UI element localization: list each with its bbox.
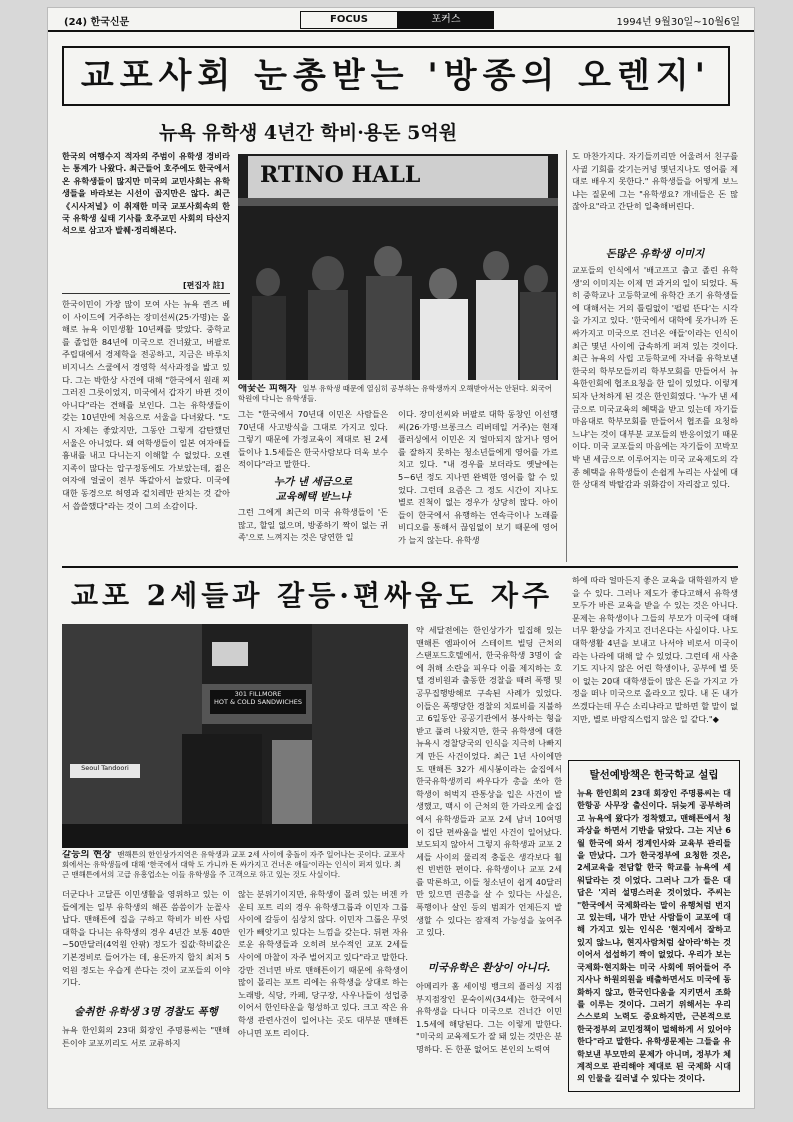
page-number: (24) 한국신문	[64, 17, 130, 28]
street-photo-graphic	[62, 624, 408, 848]
section-heading-fantasy: 미국유학은 환상이 아니다.	[427, 962, 551, 974]
section-heading-police: 술취한 유학생 3명 경찰도 폭행	[74, 1006, 218, 1018]
section-label: FOCUS	[300, 11, 398, 29]
article2-body-col-mid: 약 세달전에는 한인상가가 밀집해 있는 맨해튼 엠파이어 스테이트 빌딩 근처의 스탠포드호텔에서, 한국유학생 3명이 술에 취해 소란을 피우다 이를 제지하는 호텔 경비원과 출동한 경찰을 때려 폭행 및 공무집행방해로 구속된 사례가 있었다. 이들은 폭행당한 경찰의 치료비를 지불하고 6일동안 공공기관에서 봉사하는 형을 받고 풀려 나왔지만, 한국 유학생에 대한 뉴욕시 경찰당국의 인식을 지극히 나빠지게 만든 사건이었다. 최근 1년 사이에만도 맨해튼 32가 세시봉이라는 술집에서 한국유학생끼리 싸우다가 총을 쏘아 한 학생이 허벅지 관통상을 입은 사건이 발생했고, 맥시 이 근처의 한 가라오케 술집에서 유학생들과 교포 2세 남녀 10여명이 집단 편싸움을 벌인 사건이 일어났다. 보도되지 않아서 그렇지 유학생과 교포 2세들 사이의 물리적 충돌은 생각보다 훨씬 빈번한 편이다. 유학생이나 교포 2세를 막론하고, 이들 청소년이 쉽게 40달러만 있으면 권총을 살 수 있다는 사실은, 폭행이나 살인 등의 범죄가 언제든지 발생할 수 있다는 잠재적 가능성을 높여주고 있다.	[416, 625, 562, 938]
sidebar-box	[568, 760, 740, 1092]
article-separator	[62, 566, 738, 568]
second-headline: 교포 2세들과 갈등·편싸움도 자주	[70, 579, 554, 612]
section-heading-tax	[238, 474, 388, 504]
article2-body-col-mid2: 아메리카 홈 세이빙 뱅크의 플러싱 지점 부지점장인 문숙이씨(34세)는 한국에서 유학생을 다니다 미국으로 건너간 이민 1.5세에 해당된다. 그는 이렇게 말한다. "미국의 교육제도가 잘 돼 있는 것만은 분명하다. 돈 한푼 없어도 본인의 노력여	[416, 981, 562, 1054]
caption-text: 일부 유학생 때문에 열심히 공부하는 유학생까지 오해받아서는 안된다. 외국어학원에 다니는 유학생들.	[238, 384, 552, 403]
issue-date: 1994년 9월30일~10월6일	[616, 17, 740, 28]
restaurant-sign: Seoul Tandoori	[70, 764, 140, 778]
deli-sign-line2: HOT & COLD SANDWICHES	[213, 698, 303, 706]
deli-sign	[210, 690, 306, 714]
article2-body-col-a2: 뉴욕 한인회의 23대 회장인 주명룡씨는 "맨해튼이야 교포끼리도 서로 교류하지	[62, 1025, 230, 1048]
caption-title-2: 갈등의 현장	[62, 850, 112, 860]
article-body-col2a: 그는 "한국에서 70년대 이민온 사람들은 70년대 사고방식을 그대로 가지고 있다. 그렇기 때문에 가정교육이 제대로 된 2세들이나 1.5세들은 한국사람보다 더욱 보수적이다"라고 말한다.	[238, 409, 388, 470]
photo-caption	[238, 384, 558, 406]
article-body-col4a: 도 마찬가지다. 자기들끼리만 어울려서 친구를 사귈 기회를 갖기는커녕 몇년지나도 영어를 제대로 배우지 못한다." 유학생들을 어떻게 보느냐는 질문에 그는 "유학생요? 개네들은 돈 많잖아요"라고 간단히 일축해버린다.	[572, 151, 738, 212]
section-heading-image: 돈많은 유학생 이미지	[605, 248, 705, 260]
hall-sign: RTINO HALL	[260, 162, 421, 188]
street-photo-caption	[62, 850, 408, 882]
article-body-col1: 한국이민이 가장 많이 모여 사는 뉴욕 퀸즈 베이 사이드에 거주하는 장미선씨(25·가명)는 올해로 뉴욕 이민생활 10년째를 맞았다. 중학교를 졸업한 84년에 미국으로 건너왔고, 버팔로 주립대에서 경제학을 전공하고, 지금은 바루치 비지니스 스쿨에서 경영학 석사과정을 밟고 있다. 그는 박한상 사건에 대해 "한국에서 원래 찌그러진 그릇이었지, 미국에서 갑자기 바뀐 것이 아니다"라는 견해를 보인다. 그는 유학생들이 갖는 10년만에 처음으로 서울을 다녀왔다. "도시 자체는 좋았지만, 그동안 그렇게 감탄했던 서울은 아니었다. 왜 여학생들이 일본 여자애들 흉내를 내고 다니는지 이해할 수 없었다. 오렌지족이 많다는 압구정동에도 가보았는데, 젊은 여자애 얼굴이 전부 똑같아서 놀랐다. 미국에 대한 동경으로 허영과 겉치레만 판치는 것 같아서 씁쓸했다"라는 것이 그의 소감이다.	[62, 299, 230, 511]
article-body-col2b: 그런 그에게 최근의 미국 유학생들이 '돈 많고, 할일 없으며, 방종하기 짝이 없는 귀족'으로 느껴지는 것은 당연한 일	[238, 507, 388, 543]
article-body-col3: 이다. 장미선씨와 버팔로 대학 동창인 이선행씨(26·가명·브롱크스 리버데일 거주)는 현재 플러싱에서 이민온 지 얼마되지 않거나 영어를 잘하지 못하는 청소년들에게 영어를 가르치고 있다. "내 경우를 보더라도 옛날에는 5~6년 정도 지나면 완벽한 영어를 할 수 있었다. 그런데 요즘은 그 정도 시간이 지나도 별로 진척이 없는 경우가 상당히 많다. 아이들이 한국에서 유행하는 연속극이나 노래를 비디오를 통해서 끊임없이 보기 때문에 영어가 늘지 않는다. 유학생	[398, 409, 558, 545]
street-photo	[62, 624, 408, 848]
editor-note: [편집자 註]	[183, 281, 225, 290]
section-heading-tax-line2: 교육혜택 받느냐	[275, 491, 351, 503]
sub-headline: 뉴욕 유학생 4년간 학비·용돈 5억원	[158, 122, 458, 144]
column-divider	[566, 150, 567, 562]
students-photo	[238, 154, 558, 380]
page-header	[48, 8, 754, 32]
sidebar-text: 뉴욕 한인회의 23대 회장인 주명룡씨는 대한항공 사무장 출신이다. 뒤늦게 공부하려고 뉴욕에 왔다가 정착했고, 맨해튼에서 청과상을 하면서 기반을 닦았다. 그는 지난 6월 한국에 와서 정계인사와 교육부 관리들을 만났다. 그가 한국정부에 요청한 것은, 2세교육을 전담할 한국 학교를 뉴욕에 세워달라는 것 이었다. 그러나 그가 들은 대답은 '지러 설명스러운 것이었다. 주씨는 "한국에서 국제화라는 말이 유행처럼 번지고 있는데, 내가 만난 사람들이 교포에 대해 가지고 있는 인식은 '현지에서 잘하고 있지 않느냐, 현지사람처럼 살아라'하는 것이어서 섭섭하기 짝이 없었다. 우리가 보는 국제화·현지화는 미국 사회에 뛰어들어 주지사나 하원의원을 배출하면서도 미국에 동화하지 않고, 한국인다움을 지키면서 조화를 이루는 것이다. 그러기 위해서는 우리 스스로의 노력도 중요하지만, 근본적으로 한국정부의 교민정책이 멀해하게 서 있어야 한다"라고 말한다. 유학생문제는 그들을 유학보낸 부모만의 문제가 아니며, 정부가 체계적으로 관리해야 제대로 된 국제화 시대의 인물을 길러낼 수 있다는 것이다.	[577, 788, 731, 1084]
article-lead: 한국의 여행수지 적자의 주범이 유학생 경비라는 통계가 나왔다. 최근들어 호주에도 한국에서 온 유학생들이 많지만 미국의 교민사회는 유학생들을 바라보는 시선이 곱지만은 않다. 최근 《시사저널》이 취재한 미국 교포사회속의 한국 유학생 실태 기사를 호주교민 사회의 타산지석으로 삼고자 발췌·정리해본다.	[62, 151, 230, 236]
caption-title: 애꿎은 피해자	[238, 384, 297, 394]
section-label-korean: 포커스	[398, 11, 494, 29]
section-heading-tax-line1: 누가 낸 세금으로	[273, 476, 353, 488]
sidebar-title: 탈선예방책은 한국학교 설립	[589, 769, 719, 781]
caption-text-2: 맨해튼의 한인상가지역은 유학생과 교포 2세 사이에 충돌이 자주 일어나는 곳이다. 교포사회에서는 유학생들에 대해 '한국에서 대학 도 가니까 돈 싸가지고 건너온 애들'이라는 인식이 퍼져 있다. 최근 맨해튼에서의 고급 유흥업소는 이들 유학생을 주 고객으로 하고 있는 것도 사실이다.	[62, 850, 405, 879]
article2-body-col-right: 하에 따라 얼마든지 좋은 교육을 대학원까지 받을 수 있다. 그러나 제도가 좋다고해서 유학생 모두가 바른 교육을 받을 수 있는 것은 아니다. 문제는 유학생이나 그들의 부모가 미국에 대해 너무 환상을 가지고 건너온다는 사실이다. 나도 대학생활 4년을 보내고 나서야 비로서 미국이라는 나라에 대해 알 수 있었다. 그런데 새 사춘기도 지나지 않은 어린 학생이나, 공부에 별 뜻이 없는 20대 대학생들이 많은 돈을 가지고 가정을 떠나 미국으로 올라오고 있다. 내 돈 내가 쓰겠다는데 무슨 소리냐라고 말하면 할 말이 없지만, 별로 바람직스럽지 않은 일 같다."◆	[572, 575, 738, 724]
main-headline: 교포사회 눈총받는 '방종의 오렌지'	[80, 56, 712, 96]
deli-sign-line1: 301 FILLMORE	[234, 690, 282, 698]
newspaper-page	[48, 8, 754, 1108]
article-body-col4b: 교포들의 인식에서 '배고프고 춥고 졸린 유학생'의 이미지는 이제 먼 과거의 일이 되었다. 특히 중학교나 고등학교에 유학간 조기 유학생들에 대해서는 거의 틀림없이 '펄펄 뜬다'는 시각을 가지고 있다. '한국에서 대학에 못가니까 돈 싸가지고 미국으로 건너온 애들'이라는 인식이 최근 몇년 사이에 급속하게 퍼져 있는 것이다. 최근 뉴욕의 사립 고등학교에 자녀를 유학보낸 한국의 학부모들끼리 학부모회를 만들어서 뉴욕한인회에 협조요청을 한 일이 있었다. 이렇게 되자 난처하게 된 것은 한인회였다. '누가 낸 세금으로 미국교육의 혜택을 받고 있는데 자기들 마음대로 학부모회를 만들어서 협조를 요청하느냐'는 것이 대부분 교포들의 반응이었기 때문이다. 미국 교포들의 마음에는 자기들이 꼬박꼬박 낸 세금으로 이루어지는 미국 교육제도의 각종 혜택을 유학생들이 손쉽게 누리는 사실에 대한 상대적 박탈감과 위화감이 자리잡고 있다.	[572, 265, 738, 490]
headline-box	[62, 46, 730, 106]
divider	[62, 293, 230, 294]
article2-body-col-a: 더군다나 고달픈 이민생활을 영위하고 있는 이들에게는 일부 유학생의 해픈 씀씀이가 눈꼴사납다. 맨해튼에 집을 구하고 학비가 비싼 사립대학을 다니는 유학생의 경우 4년간 보통 40만~50만달러(4억원 안팎) 정도가 집값·학비값은 기본경비로 들어가는 데, 용돈까지 합치 최저 5억원 정도는 우습게 쓴다는 것이 교포들의 이야기다.	[62, 889, 230, 988]
article2-body-col-b: 않는 분위기이지만, 유학생이 몰려 있는 버겐 카운티 포트 리의 경우 유학생그룹과 이민자 그룹사이에 갈등이 심상치 않다. 이민자 그룹은 무엇인가 빼앗기고 있다는 느낌을 갖는다. 뒤편 자유로운 유학생들과 오히려 보수적인 교포 2세들 사이에 마찰이 자주 벌어지고 있다"라고 말한다. 강만 건너면 바로 맨해튼이기 때문에 유학생이 많이 몰리는 포트 리에는 유학생을 상대로 하는 노래방, 식당, 카페, 당구장, 사우나들이 성업중이어서 한인타운을 형성하고 있다. 크고 작은 유학생 관련사건이 일어나는 곳도 대부분 맨해튼 아니면 포트 리이다.	[238, 889, 408, 1038]
